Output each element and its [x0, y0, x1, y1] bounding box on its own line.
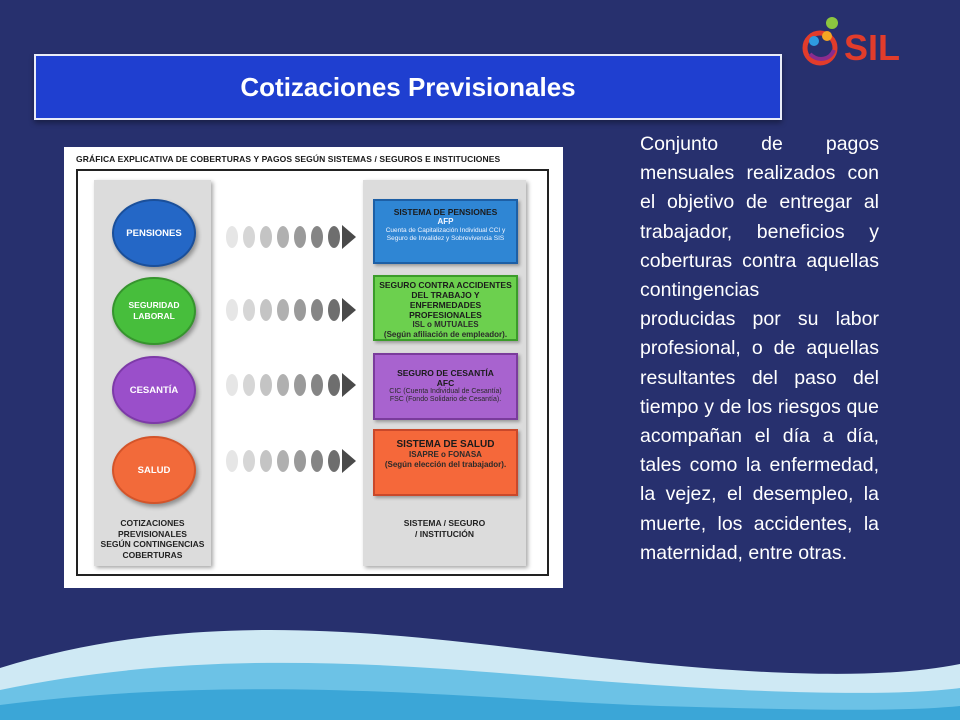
arrow-dot — [277, 299, 289, 321]
coverage-diagram — [64, 147, 563, 588]
sil-logo — [798, 14, 938, 74]
arrow-dot — [260, 299, 272, 321]
arrow-dot — [277, 450, 289, 472]
arrow-dot — [260, 450, 272, 472]
arrow-dot — [277, 374, 289, 396]
arrow-dot — [328, 226, 340, 248]
arrow-dot — [277, 226, 289, 248]
sistema-salud-box: SISTEMA DE SALUD ISAPRE o FONASA (Según elección del trabajador). — [373, 429, 518, 496]
seguro-cesantia-box: SEGURO DE CESANTÍA AFC CIC (Cuenta Individual de Cesantía) FSC (Fondo Solidario de Cesantía). — [373, 353, 518, 420]
arrow-dot — [243, 226, 255, 248]
arrow-dot — [294, 226, 306, 248]
arrow-dot — [311, 374, 323, 396]
pensiones-ellipse: PENSIONES — [112, 199, 196, 267]
arrow-graphic — [226, 372, 358, 398]
arrow-dot — [311, 299, 323, 321]
arrow-dot — [260, 374, 272, 396]
arrow-graphic — [226, 224, 358, 250]
arrow-row-3 — [226, 372, 358, 398]
arrow-graphic — [226, 297, 358, 323]
page-title: Cotizaciones Previsionales — [240, 71, 576, 102]
systems-footer: SISTEMA / SEGURO / INSTITUCIÓN — [403, 518, 486, 539]
arrow-row-1 — [226, 224, 358, 250]
arrow-head — [342, 449, 356, 473]
svg-text:SIL: SIL — [844, 27, 901, 68]
title-banner — [34, 54, 782, 120]
seguro-accidentes-box: SEGURO CONTRA ACCIDENTES DEL TRABAJO Y ENFERMEDADES PROFESIONALES ISL o MUTUALES (Según afiliación de empleador). — [373, 275, 518, 341]
arrow-row-2 — [226, 297, 358, 323]
arrow-row-4 — [226, 448, 358, 474]
salud-ellipse: SALUD — [112, 436, 196, 504]
arrow-dot — [260, 226, 272, 248]
arrow-head — [342, 225, 356, 249]
arrow-dot — [243, 299, 255, 321]
arrow-dot — [243, 450, 255, 472]
seguridad-laboral-ellipse: SEGURIDAD LABORAL — [112, 277, 196, 345]
arrow-dot — [311, 450, 323, 472]
arrow-head — [342, 298, 356, 322]
contingencies-footer: COTIZACIONES PREVISIONALES SEGÚN CONTINGENCIAS COBERTURAS — [100, 518, 205, 560]
arrow-dot — [243, 374, 255, 396]
arrow-dot — [328, 450, 340, 472]
description-part-1: Conjunto de pagos mensuales realizados con el objetivo de entregar al trabajador, beneficios y coberturas contra aquellas contingencias — [640, 133, 879, 302]
arrow-graphic — [226, 448, 358, 474]
cesantia-ellipse: CESANTÍA — [112, 356, 196, 424]
arrow-dot — [328, 299, 340, 321]
arrow-dot — [294, 374, 306, 396]
arrow-dot — [226, 450, 238, 472]
sistema-pensiones-box: SISTEMA DE PENSIONES AFP Cuenta de Capitalización Individual CCI y Seguro de Invalidez y Sobrevivencia SIS — [373, 199, 518, 264]
description-part-2: producidas por su labor profesional, o de aquellas resultantes del paso del tiempo y de los riesgos que acompañan el día a día, tales como la enfermedad, la vejez, el desempleo, la muerte, los accidentes, la maternidad, entre otras. — [640, 308, 879, 564]
arrow-dot — [226, 226, 238, 248]
description-paragraph — [640, 130, 879, 568]
arrow-head — [342, 373, 356, 397]
arrow-dot — [328, 374, 340, 396]
diagram-heading: GRÁFICA EXPLICATIVA DE COBERTURAS Y PAGOS SEGÚN SISTEMAS / SEGUROS E INSTITUCIONES — [76, 154, 501, 164]
arrow-dot — [311, 226, 323, 248]
arrow-dot — [226, 374, 238, 396]
arrow-dot — [294, 450, 306, 472]
arrow-dot — [294, 299, 306, 321]
arrow-dot — [226, 299, 238, 321]
